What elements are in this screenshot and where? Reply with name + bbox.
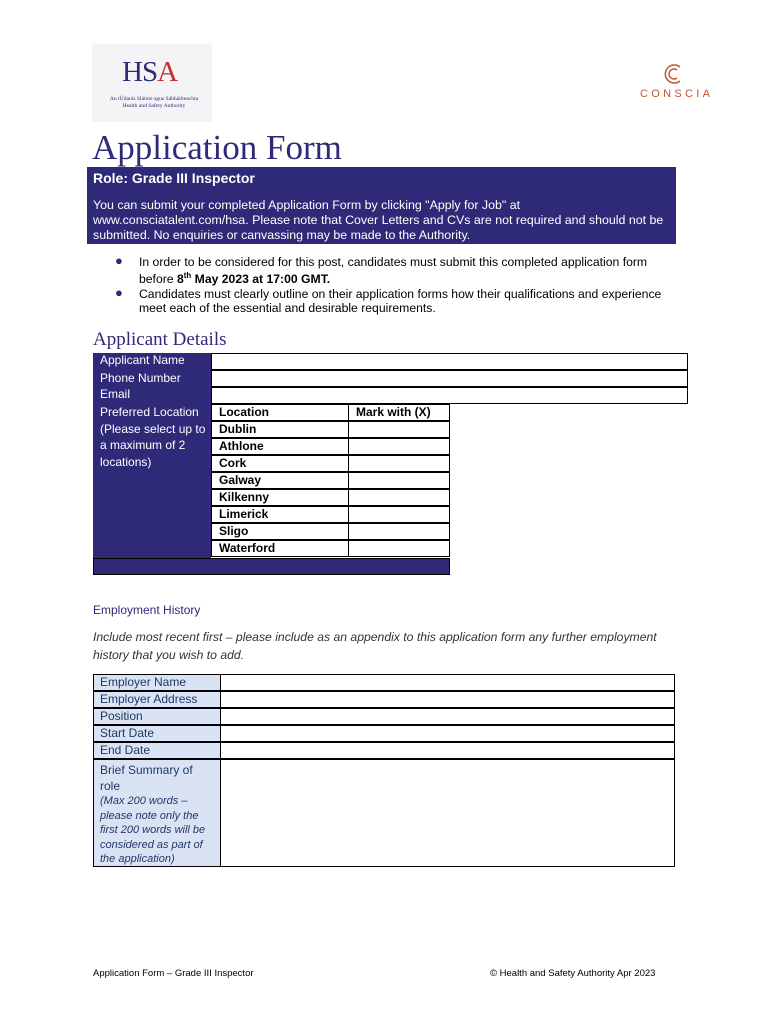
- employment-history-note: Include most recent first – please include as an appendix to this application form any further employment history that you wish to add.: [93, 630, 657, 662]
- location-mark-field[interactable]: [348, 506, 450, 523]
- summary-label: Brief Summary of role (Max 200 words – please note only the first 200 words will be considered as part of the application): [93, 759, 221, 867]
- position-field[interactable]: [220, 708, 675, 725]
- mark-header: Mark with (X): [348, 404, 450, 421]
- location-mark-field[interactable]: [348, 455, 450, 472]
- location-mark-field[interactable]: [348, 421, 450, 438]
- table-row: [93, 759, 675, 867]
- position-label: Position: [93, 708, 221, 725]
- email-field[interactable]: [211, 387, 688, 404]
- applicant-details-heading: Applicant Details: [93, 329, 227, 350]
- footer-copyright: © Health and Safety Authority Apr 2023: [490, 968, 656, 979]
- location-table: [211, 404, 450, 558]
- end-date-field[interactable]: [220, 742, 675, 759]
- role-instructions: You can submit your completed Application Form by clicking "Apply for Job" at www.consciatalent.com/hsa. Please note that Cover Letters and CVs are not required and should not be submitted. No enquiries or canvassing may be made to the Authority.: [93, 198, 664, 242]
- conscia-logo-icon: [663, 62, 685, 86]
- employer-name-field[interactable]: [220, 674, 675, 691]
- summary-note: (Max 200 words – please note only the first 200 words will be considered as part of the application): [100, 795, 206, 865]
- conscia-logo-wordmark: CONSCIA: [640, 88, 714, 100]
- table-row: [211, 523, 450, 540]
- location-name: Kilkenny: [211, 489, 349, 506]
- table-row: [93, 725, 675, 742]
- table-row: [211, 438, 450, 455]
- table-row: [93, 742, 675, 759]
- location-mark-field[interactable]: [348, 523, 450, 540]
- location-name: Galway: [211, 472, 349, 489]
- location-name: Limerick: [211, 506, 349, 523]
- start-date-field[interactable]: [220, 725, 675, 742]
- table-row: [211, 455, 450, 472]
- bullet-icon: ●: [115, 285, 123, 301]
- summary-field[interactable]: [220, 759, 675, 867]
- location-name: Dublin: [211, 421, 349, 438]
- list-item: ● Candidates must clearly outline on their application forms how their qualifications and experience meet each of the essential and desirable requirements.: [115, 285, 662, 316]
- phone-number-field[interactable]: [211, 370, 688, 387]
- employer-address-label: Employer Address: [93, 691, 221, 708]
- location-mark-field[interactable]: [348, 472, 450, 489]
- footer-doc-title: Application Form – Grade III Inspector: [93, 968, 254, 979]
- location-mark-field[interactable]: [348, 438, 450, 455]
- end-date-label: End Date: [93, 742, 221, 759]
- role-box: [87, 167, 676, 244]
- preferred-location-label: Preferred Location (Please select up to a maximum of 2 locations): [100, 405, 206, 469]
- applicant-name-field[interactable]: [211, 353, 688, 370]
- table-row: [93, 691, 675, 708]
- phone-number-label: Phone Number: [100, 371, 181, 385]
- email-label: Email: [100, 387, 131, 401]
- table-row: [93, 708, 675, 725]
- table-header-row: [211, 404, 450, 421]
- page-title: Application Form: [92, 128, 342, 167]
- location-name: Sligo: [211, 523, 349, 540]
- location-name: Cork: [211, 455, 349, 472]
- table-row: [211, 421, 450, 438]
- hsa-logo-text: An tÚdarás Sláinte agus Sábháilteachta Health and Safety Authority: [109, 96, 199, 109]
- employment-table: [93, 674, 675, 867]
- table-row: [211, 472, 450, 489]
- list-item: ● In order to be considered for this post, candidates must submit this completed application form before 8th May 2023 at 17:00 GMT.: [115, 253, 648, 287]
- hsa-logo-mark: HSA: [122, 56, 178, 88]
- table-row: [211, 506, 450, 523]
- employer-address-field[interactable]: [220, 691, 675, 708]
- applicant-name-label: Applicant Name: [100, 353, 185, 367]
- table-row: [211, 540, 450, 557]
- employer-name-label: Employer Name: [93, 674, 221, 691]
- location-mark-field[interactable]: [348, 489, 450, 506]
- bullet-icon: ●: [115, 253, 123, 268]
- role-title: Role: Grade III Inspector: [93, 170, 255, 186]
- start-date-label: Start Date: [93, 725, 221, 742]
- location-mark-field[interactable]: [348, 540, 450, 557]
- requirements-list: [112, 255, 672, 316]
- location-header: Location: [211, 404, 349, 421]
- table-row: [211, 489, 450, 506]
- location-table-footer: [93, 558, 450, 575]
- employment-history-heading: Employment History: [93, 603, 201, 617]
- location-name: Athlone: [211, 438, 349, 455]
- table-row: [93, 674, 675, 691]
- location-name: Waterford: [211, 540, 349, 557]
